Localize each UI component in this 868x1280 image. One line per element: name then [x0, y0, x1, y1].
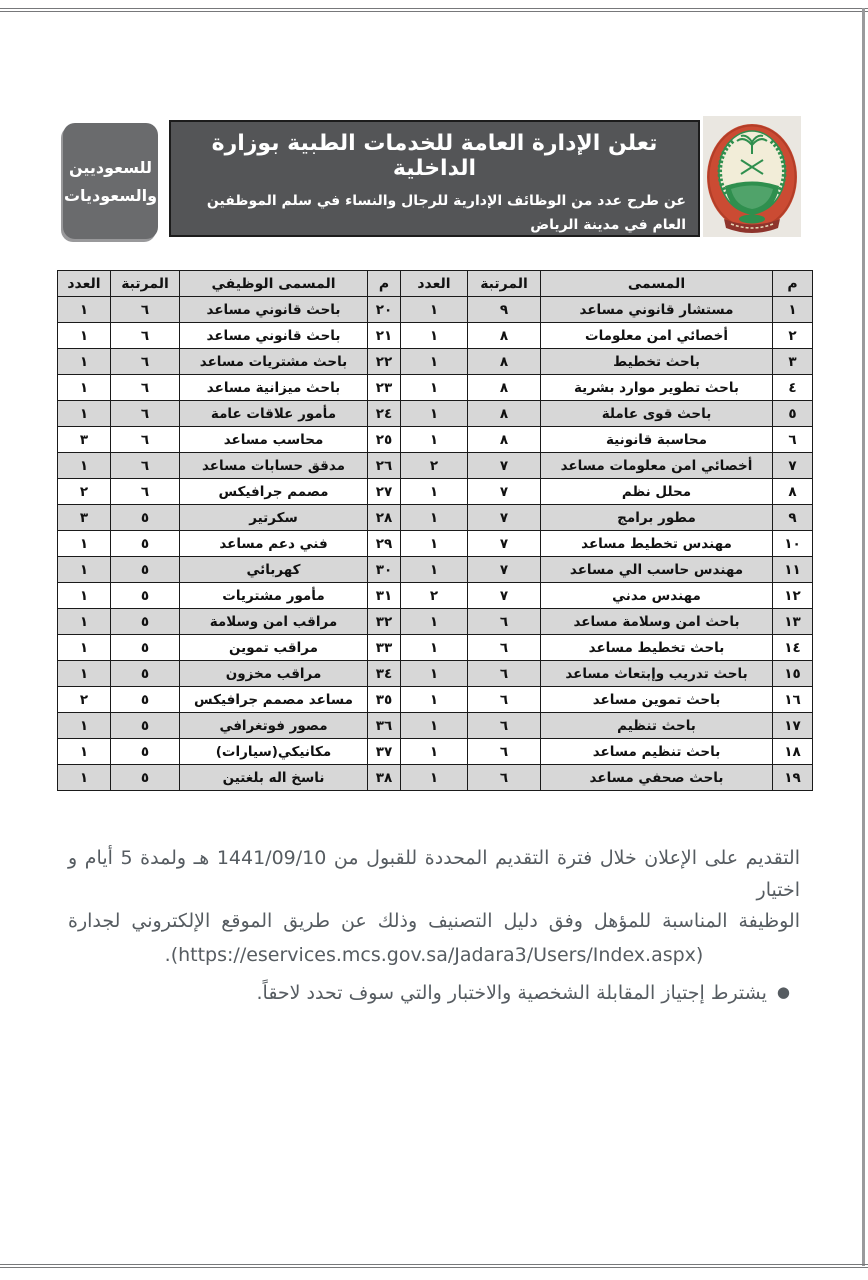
count-cell: ١: [58, 401, 111, 427]
eligibility-tab-line1: للسعوديين: [68, 157, 153, 177]
row-number-cell: ٢٠: [368, 297, 401, 323]
column-header-count: العدد: [401, 271, 468, 297]
announcement-title: تعلن الإدارة العامة للخدمات الطبية بوزارة الداخلية: [211, 131, 658, 181]
job-title-cell: ناسخ اله بلغتين: [180, 765, 368, 791]
rank-cell: ٦: [468, 609, 541, 635]
count-cell: ١: [58, 609, 111, 635]
job-title-cell: مطور برامج: [541, 505, 773, 531]
count-cell: ١: [401, 635, 468, 661]
count-cell: ١: [401, 661, 468, 687]
rank-cell: ٦: [111, 427, 180, 453]
row-number-cell: ٣٧: [368, 739, 401, 765]
column-header-number: م: [773, 271, 813, 297]
table-row: [58, 453, 813, 479]
count-cell: ١: [401, 557, 468, 583]
count-cell: ١: [58, 297, 111, 323]
rank-cell: ٧: [468, 453, 541, 479]
row-number-cell: ٣١: [368, 583, 401, 609]
ministry-emblem-icon: [703, 116, 801, 237]
count-cell: ١: [58, 349, 111, 375]
job-title-cell: باحث تنظيم: [541, 713, 773, 739]
table-row: [58, 505, 813, 531]
job-title-cell: باحث تموين مساعد: [541, 687, 773, 713]
table-row: [58, 635, 813, 661]
rank-cell: ٩: [468, 297, 541, 323]
rank-cell: ٦: [468, 635, 541, 661]
count-cell: ١: [401, 297, 468, 323]
instruction-line-1: التقديم على الإعلان خلال فترة التقديم المحددة للقبول من 1441/09/10 هـ ولمدة 5 أيام و اختيار: [68, 847, 800, 901]
count-cell: ٢: [401, 453, 468, 479]
job-title-cell: باحث تخطيط مساعد: [541, 635, 773, 661]
table-row: [58, 531, 813, 557]
count-cell: ١: [401, 609, 468, 635]
count-cell: ١: [58, 739, 111, 765]
eligibility-tab-line2: والسعوديات: [63, 185, 158, 205]
rank-cell: ٧: [468, 583, 541, 609]
rank-cell: ٥: [111, 635, 180, 661]
rank-cell: ٥: [111, 531, 180, 557]
job-title-cell: باحث تدريب وإبتعاث مساعد: [541, 661, 773, 687]
count-cell: ١: [401, 349, 468, 375]
row-number-cell: ١٣: [773, 609, 813, 635]
job-title-cell: محلل نظم: [541, 479, 773, 505]
row-number-cell: ٢٨: [368, 505, 401, 531]
table-row: [58, 479, 813, 505]
job-title-cell: باحث تطوير موارد بشرية: [541, 375, 773, 401]
row-number-cell: ٣٤: [368, 661, 401, 687]
job-title-cell: باحث تنظيم مساعد: [541, 739, 773, 765]
row-number-cell: ٩: [773, 505, 813, 531]
column-header-rank: المرتبة: [468, 271, 541, 297]
job-title-cell: مستشار قانوني مساعد: [541, 297, 773, 323]
row-number-cell: ١٥: [773, 661, 813, 687]
rank-cell: ٦: [468, 765, 541, 791]
job-title-cell: مراقب مخزون: [180, 661, 368, 687]
rank-cell: ٦: [111, 401, 180, 427]
row-number-cell: ٢٤: [368, 401, 401, 427]
table-row: [58, 349, 813, 375]
rank-cell: ٧: [468, 557, 541, 583]
row-number-cell: ١٨: [773, 739, 813, 765]
rank-cell: ٥: [111, 713, 180, 739]
count-cell: ١: [401, 531, 468, 557]
job-title-cell: مهندس حاسب الي مساعد: [541, 557, 773, 583]
job-title-cell: باحث قانوني مساعد: [180, 297, 368, 323]
rank-cell: ٨: [468, 349, 541, 375]
row-number-cell: ١٦: [773, 687, 813, 713]
row-number-cell: ١٠: [773, 531, 813, 557]
rank-cell: ٨: [468, 401, 541, 427]
count-cell: ١: [401, 713, 468, 739]
count-cell: ٢: [58, 479, 111, 505]
rank-cell: ٦: [468, 687, 541, 713]
bullet-icon: ●: [776, 983, 790, 1002]
row-number-cell: ٣٣: [368, 635, 401, 661]
count-cell: ٣: [58, 427, 111, 453]
rank-cell: ٥: [111, 687, 180, 713]
job-title-cell: مساعد مصمم جرافيكس: [180, 687, 368, 713]
count-cell: ١: [401, 323, 468, 349]
table-row: [58, 427, 813, 453]
row-number-cell: ٢٩: [368, 531, 401, 557]
row-number-cell: ١٢: [773, 583, 813, 609]
rank-cell: ٦: [111, 349, 180, 375]
interview-requirement-item: [68, 978, 800, 1010]
job-title-cell: فني دعم مساعد: [180, 531, 368, 557]
row-number-cell: ٢٣: [368, 375, 401, 401]
eligibility-tab: [63, 123, 158, 239]
count-cell: ١: [58, 661, 111, 687]
row-number-cell: ١٤: [773, 635, 813, 661]
job-title-cell: باحث قوى عاملة: [541, 401, 773, 427]
count-cell: ١: [58, 713, 111, 739]
row-number-cell: ٣٢: [368, 609, 401, 635]
job-title-cell: مصور فوتغرافي: [180, 713, 368, 739]
url-period: .: [164, 943, 171, 966]
row-number-cell: ٥: [773, 401, 813, 427]
count-cell: ١: [58, 323, 111, 349]
rank-cell: ٥: [111, 505, 180, 531]
row-number-cell: ٢٧: [368, 479, 401, 505]
row-number-cell: ٨: [773, 479, 813, 505]
count-cell: ١: [401, 739, 468, 765]
job-title-cell: مراقب تموين: [180, 635, 368, 661]
table-row: [58, 739, 813, 765]
row-number-cell: ٣٦: [368, 713, 401, 739]
job-title-cell: مكانيكي(سيارات): [180, 739, 368, 765]
table-row: [58, 713, 813, 739]
row-number-cell: ٢: [773, 323, 813, 349]
rank-cell: ٥: [111, 661, 180, 687]
job-title-cell: باحث امن وسلامة مساعد: [541, 609, 773, 635]
application-url-line: [68, 940, 800, 972]
table-row: [58, 661, 813, 687]
job-title-cell: باحث صحفي مساعد: [541, 765, 773, 791]
jobs-table: [57, 270, 813, 791]
job-title-cell: مصمم جرافيكس: [180, 479, 368, 505]
rank-cell: ٧: [468, 479, 541, 505]
row-number-cell: ٢٢: [368, 349, 401, 375]
ministry-of-interior-logo: [703, 116, 801, 237]
table-row: [58, 323, 813, 349]
job-title-cell: باحث ميزانية مساعد: [180, 375, 368, 401]
rank-cell: ٦: [468, 661, 541, 687]
instruction-line-2: الوظيفة المناسبة للمؤهل وفق دليل التصنيف وذلك عن طريق الموقع الإلكتروني لجدارة: [68, 910, 800, 933]
job-title-cell: مأمور علاقات عامة: [180, 401, 368, 427]
count-cell: ١: [401, 427, 468, 453]
row-number-cell: ٣: [773, 349, 813, 375]
job-title-cell: أخصائي امن معلومات: [541, 323, 773, 349]
job-title-cell: كهربائي: [180, 557, 368, 583]
column-header-title: المسمى: [541, 271, 773, 297]
rank-cell: ٨: [468, 427, 541, 453]
table-row: [58, 687, 813, 713]
row-number-cell: ٣٥: [368, 687, 401, 713]
job-title-cell: مهندس مدني: [541, 583, 773, 609]
rank-cell: ٥: [111, 739, 180, 765]
column-header-count: العدد: [58, 271, 111, 297]
job-title-cell: أخصائي امن معلومات مساعد: [541, 453, 773, 479]
row-number-cell: ٢٦: [368, 453, 401, 479]
count-cell: ١: [58, 765, 111, 791]
row-number-cell: ١٧: [773, 713, 813, 739]
row-number-cell: ٣٨: [368, 765, 401, 791]
row-number-cell: ٦: [773, 427, 813, 453]
application-url: (https://eservices.mcs.gov.sa/Jadara3/Users/Index.aspx): [170, 943, 704, 966]
announcement-subtitle-line2: عن طريق موقع جدارة: [533, 240, 686, 257]
job-title-cell: مراقب امن وسلامة: [180, 609, 368, 635]
count-cell: ١: [58, 557, 111, 583]
column-header-rank: المرتبة: [111, 271, 180, 297]
announcement-header-box: [169, 120, 700, 257]
count-cell: ١: [401, 505, 468, 531]
count-cell: ١: [401, 401, 468, 427]
table-header-row: [58, 271, 813, 297]
count-cell: ١: [401, 479, 468, 505]
job-title-cell: باحث قانوني مساعد: [180, 323, 368, 349]
row-number-cell: ١: [773, 297, 813, 323]
row-number-cell: ٢٥: [368, 427, 401, 453]
row-number-cell: ٣٠: [368, 557, 401, 583]
rank-cell: ٦: [111, 375, 180, 401]
count-cell: ١: [58, 635, 111, 661]
row-number-cell: ٢١: [368, 323, 401, 349]
row-number-cell: ١١: [773, 557, 813, 583]
job-title-cell: مأمور مشتريات: [180, 583, 368, 609]
page-border-bottom: [0, 1264, 868, 1268]
rank-cell: ٥: [111, 609, 180, 635]
rank-cell: ٦: [468, 713, 541, 739]
rank-cell: ٦: [111, 479, 180, 505]
count-cell: ١: [401, 687, 468, 713]
column-header-number: م: [368, 271, 401, 297]
count-cell: ١: [401, 765, 468, 791]
rank-cell: ٨: [468, 323, 541, 349]
table-row: [58, 297, 813, 323]
rank-cell: ٧: [468, 505, 541, 531]
count-cell: ٢: [401, 583, 468, 609]
count-cell: ١: [58, 531, 111, 557]
rank-cell: ٦: [111, 453, 180, 479]
table-row: [58, 583, 813, 609]
rank-cell: ٦: [468, 739, 541, 765]
table-row: [58, 557, 813, 583]
job-title-cell: باحث مشتريات مساعد: [180, 349, 368, 375]
count-cell: ١: [58, 453, 111, 479]
rank-cell: ٥: [111, 765, 180, 791]
page-border-right: [862, 8, 865, 1266]
job-title-cell: محاسب مساعد: [180, 427, 368, 453]
job-title-cell: مهندس تخطيط مساعد: [541, 531, 773, 557]
rank-cell: ٥: [111, 557, 180, 583]
rank-cell: ٧: [468, 531, 541, 557]
count-cell: ١: [58, 375, 111, 401]
interview-requirement-text: يشترط إجتياز المقابلة الشخصية والاختبار والتي سوف تحدد لاحقاً.: [256, 982, 767, 1005]
count-cell: ١: [401, 375, 468, 401]
page-border-top: [0, 8, 868, 12]
rank-cell: ٥: [111, 583, 180, 609]
table-row: [58, 609, 813, 635]
count-cell: ٣: [58, 505, 111, 531]
table-row: [58, 765, 813, 791]
job-title-cell: مدقق حسابات مساعد: [180, 453, 368, 479]
rank-cell: ٦: [111, 297, 180, 323]
column-header-job-title: المسمى الوظيفي: [180, 271, 368, 297]
row-number-cell: ٧: [773, 453, 813, 479]
job-title-cell: سكرتير: [180, 505, 368, 531]
row-number-cell: ١٩: [773, 765, 813, 791]
row-number-cell: ٤: [773, 375, 813, 401]
table-row: [58, 375, 813, 401]
rank-cell: ٨: [468, 375, 541, 401]
application-instructions: [68, 843, 800, 1010]
job-title-cell: محاسبة قانونية: [541, 427, 773, 453]
count-cell: ١: [58, 583, 111, 609]
table-row: [58, 401, 813, 427]
count-cell: ٢: [58, 687, 111, 713]
rank-cell: ٦: [111, 323, 180, 349]
job-title-cell: باحث تخطيط: [541, 349, 773, 375]
announcement-subtitle-line1: عن طرح عدد من الوظائف الإدارية للرجال والنساء في سلم الموظفين العام في مدينة الرياض: [206, 193, 686, 233]
